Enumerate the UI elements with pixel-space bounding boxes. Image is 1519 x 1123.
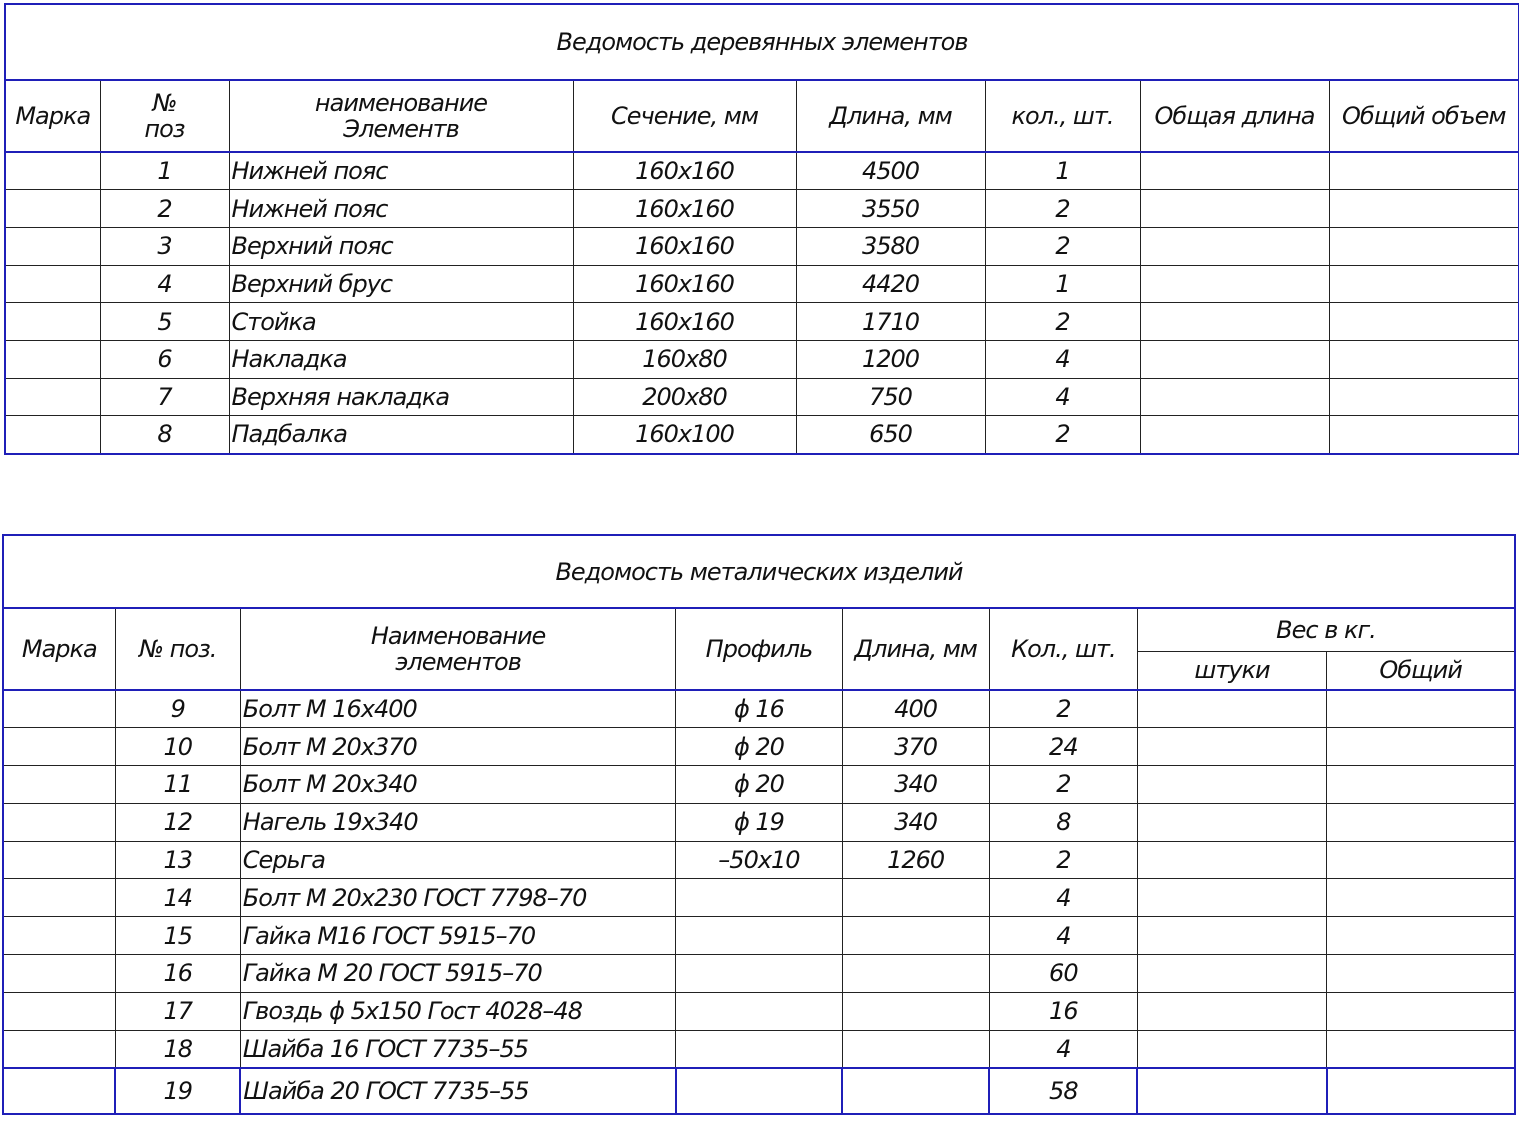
- header-profile: Профиль: [676, 608, 842, 690]
- cell-mark: [5, 340, 100, 378]
- cell-position: 17: [115, 992, 240, 1030]
- header-weight-total: Общий: [1327, 651, 1515, 690]
- cell-section: 160x100: [573, 416, 796, 454]
- table-row: [3, 917, 1515, 955]
- cell-total-length: [1140, 378, 1329, 416]
- table-row: [3, 879, 1515, 917]
- cell-length: [842, 955, 989, 993]
- cell-weight-total: [1327, 690, 1515, 728]
- cell-length: 4420: [796, 265, 985, 303]
- cell-position: 5: [100, 303, 229, 341]
- metal-table-body: [3, 690, 1515, 1114]
- cell-position: 11: [115, 766, 240, 804]
- cell-profile: [676, 992, 842, 1030]
- cell-position: 15: [115, 917, 240, 955]
- cell-profile: [676, 879, 842, 917]
- cell-section: 160x160: [573, 265, 796, 303]
- table-row: [5, 416, 1519, 454]
- header-quantity: кол., шт.: [985, 80, 1140, 152]
- cell-mark: [5, 190, 100, 228]
- cell-quantity: 4: [985, 378, 1140, 416]
- table-row: [3, 766, 1515, 804]
- header-length: Длина, мм: [842, 608, 989, 690]
- cell-mark: [5, 152, 100, 190]
- cell-position: 14: [115, 879, 240, 917]
- cell-mark: [5, 378, 100, 416]
- cell-name: Шайба 20 ГОСТ 7735–55: [240, 1068, 676, 1114]
- cell-quantity: 4: [989, 879, 1137, 917]
- cell-weight-unit: [1137, 1068, 1326, 1114]
- cell-position: 9: [115, 690, 240, 728]
- cell-quantity: 4: [989, 1030, 1137, 1068]
- cell-mark: [3, 992, 115, 1030]
- table-row: [3, 992, 1515, 1030]
- cell-mark: [5, 227, 100, 265]
- cell-length: [842, 992, 989, 1030]
- cell-length: 370: [842, 728, 989, 766]
- table-row: [5, 227, 1519, 265]
- header-position: № поз.: [115, 608, 240, 690]
- cell-total-volume: [1329, 303, 1519, 341]
- cell-weight-total: [1327, 766, 1515, 804]
- cell-position: 7: [100, 378, 229, 416]
- table-row: [5, 340, 1519, 378]
- header-total-volume: Общий объем: [1329, 80, 1519, 152]
- cell-total-volume: [1329, 378, 1519, 416]
- cell-length: [842, 917, 989, 955]
- cell-total-length: [1140, 227, 1329, 265]
- header-position-line1: №: [152, 89, 177, 117]
- cell-name: Нижней пояс: [229, 190, 573, 228]
- cell-quantity: 58: [989, 1068, 1137, 1114]
- cell-total-volume: [1329, 152, 1519, 190]
- cell-quantity: 8: [989, 803, 1137, 841]
- cell-weight-unit: [1137, 1030, 1326, 1068]
- cell-weight-total: [1327, 803, 1515, 841]
- cell-length: 1200: [796, 340, 985, 378]
- cell-quantity: 1: [985, 152, 1140, 190]
- cell-name: Болт М 20x340: [240, 766, 676, 804]
- cell-quantity: 4: [989, 917, 1137, 955]
- header-position: [100, 80, 229, 152]
- cell-position: 4: [100, 265, 229, 303]
- cell-position: 3: [100, 227, 229, 265]
- cell-total-length: [1140, 416, 1329, 454]
- cell-total-volume: [1329, 416, 1519, 454]
- cell-total-volume: [1329, 265, 1519, 303]
- cell-quantity: 2: [985, 190, 1140, 228]
- cell-profile: [676, 955, 842, 993]
- cell-quantity: 2: [989, 841, 1137, 879]
- cell-name: Болт М 20x230 ГОСТ 7798–70: [240, 879, 676, 917]
- table-row: [5, 378, 1519, 416]
- cell-position: 10: [115, 728, 240, 766]
- cell-quantity: 2: [989, 766, 1137, 804]
- cell-total-length: [1140, 303, 1329, 341]
- cell-position: 12: [115, 803, 240, 841]
- table-row: [3, 803, 1515, 841]
- cell-weight-unit: [1137, 690, 1326, 728]
- header-name-line1: наименование: [314, 89, 488, 117]
- cell-quantity: 1: [985, 265, 1140, 303]
- cell-length: 1710: [796, 303, 985, 341]
- cell-position: 8: [100, 416, 229, 454]
- cell-quantity: 2: [985, 303, 1140, 341]
- header-weight-unit: штуки: [1137, 651, 1326, 690]
- table-row: [3, 728, 1515, 766]
- cell-mark: [5, 303, 100, 341]
- cell-mark: [3, 728, 115, 766]
- cell-name: Шайба 16 ГОСТ 7735–55: [240, 1030, 676, 1068]
- header-mark: Марка: [5, 80, 100, 152]
- cell-mark: [5, 265, 100, 303]
- cell-weight-unit: [1137, 992, 1326, 1030]
- cell-quantity: 16: [989, 992, 1137, 1030]
- cell-mark: [3, 766, 115, 804]
- cell-mark: [5, 416, 100, 454]
- cell-mark: [3, 803, 115, 841]
- cell-length: 400: [842, 690, 989, 728]
- cell-weight-total: [1327, 879, 1515, 917]
- table-row: [5, 152, 1519, 190]
- cell-name: Гвоздь ϕ 5x150 Гост 4028–48: [240, 992, 676, 1030]
- header-section: Сечение, мм: [573, 80, 796, 152]
- cell-name: Стойка: [229, 303, 573, 341]
- cell-mark: [3, 1030, 115, 1068]
- cell-quantity: 4: [985, 340, 1140, 378]
- header-weight: Вес в кг.: [1137, 608, 1515, 651]
- cell-quantity: 60: [989, 955, 1137, 993]
- cell-profile: ϕ 19: [676, 803, 842, 841]
- cell-length: 3580: [796, 227, 985, 265]
- cell-profile: ϕ 20: [676, 728, 842, 766]
- cell-weight-unit: [1137, 955, 1326, 993]
- cell-total-length: [1140, 190, 1329, 228]
- table-row: [3, 690, 1515, 728]
- cell-weight-unit: [1137, 728, 1326, 766]
- table-row: [3, 1068, 1515, 1114]
- cell-name: Нижней пояс: [229, 152, 573, 190]
- cell-name: Серьга: [240, 841, 676, 879]
- cell-weight-total: [1327, 1030, 1515, 1068]
- cell-weight-total: [1327, 1068, 1515, 1114]
- table-row: [5, 265, 1519, 303]
- cell-length: 340: [842, 766, 989, 804]
- cell-weight-unit: [1137, 803, 1326, 841]
- cell-name: Болт М 16x400: [240, 690, 676, 728]
- cell-length: [842, 1068, 989, 1114]
- cell-profile: [676, 917, 842, 955]
- cell-profile: [676, 1068, 842, 1114]
- cell-length: 340: [842, 803, 989, 841]
- header-length: Длина, мм: [796, 80, 985, 152]
- cell-name: Падбалка: [229, 416, 573, 454]
- cell-quantity: 2: [985, 416, 1140, 454]
- cell-length: [842, 1030, 989, 1068]
- cell-profile: ϕ 20: [676, 766, 842, 804]
- cell-section: 160x160: [573, 227, 796, 265]
- cell-mark: [3, 879, 115, 917]
- cell-mark: [3, 917, 115, 955]
- cell-mark: [3, 841, 115, 879]
- cell-position: 13: [115, 841, 240, 879]
- header-position-line2: поз: [144, 115, 185, 143]
- header-name: [229, 80, 573, 152]
- cell-total-length: [1140, 265, 1329, 303]
- cell-name: Нагель 19x340: [240, 803, 676, 841]
- metal-items-table: [2, 534, 1516, 1115]
- cell-length: 650: [796, 416, 985, 454]
- cell-weight-unit: [1137, 879, 1326, 917]
- cell-position: 19: [115, 1068, 240, 1114]
- table-row: [3, 955, 1515, 993]
- cell-profile: [676, 1030, 842, 1068]
- cell-weight-unit: [1137, 766, 1326, 804]
- cell-total-length: [1140, 340, 1329, 378]
- cell-section: 160x160: [573, 152, 796, 190]
- cell-weight-unit: [1137, 917, 1326, 955]
- header-total-length: Общая длина: [1140, 80, 1329, 152]
- cell-quantity: 24: [989, 728, 1137, 766]
- cell-weight-total: [1327, 841, 1515, 879]
- cell-position: 2: [100, 190, 229, 228]
- cell-weight-total: [1327, 992, 1515, 1030]
- cell-length: 750: [796, 378, 985, 416]
- metal-table-title: Ведомость металических изделий: [3, 535, 1515, 608]
- cell-mark: [3, 955, 115, 993]
- cell-length: 4500: [796, 152, 985, 190]
- cell-section: 200x80: [573, 378, 796, 416]
- cell-weight-total: [1327, 728, 1515, 766]
- cell-quantity: 2: [989, 690, 1137, 728]
- cell-mark: [3, 1068, 115, 1114]
- cell-length: [842, 879, 989, 917]
- cell-position: 6: [100, 340, 229, 378]
- cell-position: 18: [115, 1030, 240, 1068]
- cell-quantity: 2: [985, 227, 1140, 265]
- header-name-line2: Элементв: [343, 115, 459, 143]
- cell-mark: [3, 690, 115, 728]
- wood-elements-table: [4, 3, 1519, 455]
- table-row: [3, 1030, 1515, 1068]
- cell-section: 160x160: [573, 303, 796, 341]
- cell-weight-unit: [1137, 841, 1326, 879]
- cell-profile: –50x10: [676, 841, 842, 879]
- cell-name: Болт М 20x370: [240, 728, 676, 766]
- cell-weight-total: [1327, 917, 1515, 955]
- cell-name: Гайка М16 ГОСТ 5915–70: [240, 917, 676, 955]
- cell-total-volume: [1329, 190, 1519, 228]
- header-mark: Марка: [3, 608, 115, 690]
- wood-table-body: [5, 152, 1519, 454]
- cell-length: 3550: [796, 190, 985, 228]
- header-name-line2: элементов: [395, 648, 521, 676]
- cell-name: Верхний брус: [229, 265, 573, 303]
- cell-section: 160x160: [573, 190, 796, 228]
- cell-name: Накладка: [229, 340, 573, 378]
- cell-profile: ϕ 16: [676, 690, 842, 728]
- cell-position: 16: [115, 955, 240, 993]
- table-row: [3, 841, 1515, 879]
- table-row: [5, 190, 1519, 228]
- cell-name: Верхний пояс: [229, 227, 573, 265]
- cell-weight-total: [1327, 955, 1515, 993]
- header-name-line1: Наименование: [370, 622, 546, 650]
- cell-position: 1: [100, 152, 229, 190]
- cell-total-volume: [1329, 340, 1519, 378]
- cell-section: 160x80: [573, 340, 796, 378]
- cell-name: Гайка М 20 ГОСТ 5915–70: [240, 955, 676, 993]
- table-row: [5, 303, 1519, 341]
- header-name: [240, 608, 676, 690]
- cell-total-length: [1140, 152, 1329, 190]
- cell-total-volume: [1329, 227, 1519, 265]
- cell-name: Верхняя накладка: [229, 378, 573, 416]
- wood-table-title: Ведомость деревянных элементов: [5, 4, 1519, 80]
- header-quantity: Кол., шт.: [989, 608, 1137, 690]
- cell-length: 1260: [842, 841, 989, 879]
